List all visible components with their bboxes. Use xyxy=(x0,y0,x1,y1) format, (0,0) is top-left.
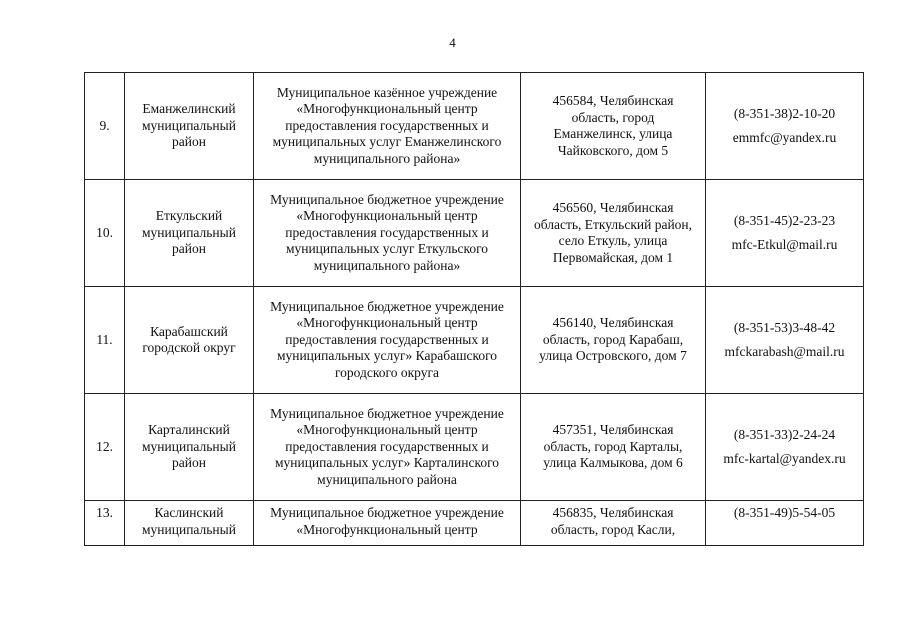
organization-line: Муниципальное бюджетное учреждение xyxy=(270,191,504,207)
address-cell xyxy=(521,180,706,287)
organization-line: Муниципальное бюджетное учреждение xyxy=(270,298,504,314)
address-line: 457351, Челябинская xyxy=(552,422,674,438)
table-row xyxy=(85,501,864,546)
address-line: 456584, Челябинская xyxy=(552,93,674,108)
organization-cell xyxy=(254,394,521,501)
table-row xyxy=(85,73,864,180)
district-line: муниципальный xyxy=(142,438,236,454)
district-line: муниципальный xyxy=(142,117,236,133)
row-number: 12. xyxy=(85,394,125,501)
district-line: Еманжелинский xyxy=(142,101,236,117)
organization-line: предоставления государственных и xyxy=(285,117,489,133)
organization-line: муниципального района xyxy=(317,471,457,487)
email-address: mfc-Etkul@mail.ru xyxy=(731,237,838,252)
organization-line: предоставления государственных и xyxy=(285,438,489,454)
address-cell xyxy=(521,287,706,394)
phone-number: (8-351-38)2-10-20 xyxy=(733,105,836,121)
row-number: 11. xyxy=(85,287,125,394)
address-line: улица Калмыкова, дом 6 xyxy=(543,455,683,471)
organization-line: «Многофункциональный центр xyxy=(296,101,478,117)
organization-line: «Многофункциональный центр xyxy=(296,315,478,331)
address-line: область, город Карабаш, xyxy=(542,331,684,347)
contact-cell xyxy=(706,180,864,287)
address-cell xyxy=(521,394,706,501)
email-address: emmfc@yandex.ru xyxy=(732,130,837,145)
address-line: село Еткуль, улица xyxy=(558,233,668,248)
row-number: 10. xyxy=(85,180,125,287)
organization-cell xyxy=(254,501,521,546)
phone-number: (8-351-49)5-54-05 xyxy=(733,505,836,520)
district-cell xyxy=(125,394,254,501)
district-line: муниципальный xyxy=(142,224,236,240)
organization-line: Муниципальное казённое учреждение xyxy=(276,84,498,100)
district-line: район xyxy=(172,134,206,150)
organization-line: предоставления государственных и xyxy=(285,224,489,240)
organization-line: муниципальных услуг Еткульского xyxy=(285,241,489,257)
table-row xyxy=(85,394,864,501)
address-line: 456835, Челябинская xyxy=(552,505,674,520)
phone-number: (8-351-45)2-23-23 xyxy=(733,212,836,228)
district-cell xyxy=(125,287,254,394)
address-cell xyxy=(521,73,706,180)
contact-cell xyxy=(706,394,864,501)
district-cell xyxy=(125,180,254,287)
district-cell xyxy=(125,73,254,180)
organization-cell xyxy=(254,287,521,394)
organization-cell xyxy=(254,180,521,287)
phone-number: (8-351-33)2-24-24 xyxy=(733,426,836,442)
contact-cell xyxy=(706,287,864,394)
organization-line: «Многофункциональный центр xyxy=(296,521,478,537)
organization-line: муниципальных услуг» Карабашского xyxy=(276,348,498,364)
address-line: Еманжелинск, улица xyxy=(553,126,673,141)
organization-line: Муниципальное бюджетное учреждение xyxy=(270,405,504,421)
address-line: 456560, Челябинская xyxy=(552,200,674,215)
address-line: улица Островского, дом 7 xyxy=(539,348,687,364)
organization-line: муниципальных услуг Еманжелинского xyxy=(272,134,502,150)
contact-cell xyxy=(706,501,864,546)
organizations-table xyxy=(84,72,864,546)
address-line: область, город Карталы, xyxy=(543,438,683,454)
row-number: 13. xyxy=(85,501,125,546)
district-line: район xyxy=(172,455,206,471)
organization-line: муниципальных услуг» Карталинского xyxy=(274,455,500,471)
district-line: район xyxy=(172,241,206,257)
district-line: Еткульский xyxy=(155,208,223,224)
contact-cell xyxy=(706,73,864,180)
address-line: Первомайская, дом 1 xyxy=(552,249,674,265)
table-row xyxy=(85,180,864,287)
district-line: городской округ xyxy=(142,340,236,355)
page-number: 4 xyxy=(449,35,456,50)
address-line: область, Еткульский район, xyxy=(533,216,693,232)
address-cell xyxy=(521,501,706,546)
organization-cell xyxy=(254,73,521,180)
district-line: Каслинский xyxy=(154,505,224,520)
address-line: область, город Касли, xyxy=(550,521,676,537)
district-cell xyxy=(125,501,254,546)
organization-line: муниципального района» xyxy=(313,150,461,166)
organization-line: муниципального района» xyxy=(313,257,461,273)
organization-line: «Многофункциональный центр xyxy=(296,422,478,438)
phone-number: (8-351-53)3-48-42 xyxy=(733,319,836,335)
district-line: муниципальный xyxy=(142,521,236,537)
district-line: Карабашский xyxy=(150,323,228,339)
district-line: Карталинский xyxy=(148,422,230,438)
email-address: mfc-kartal@yandex.ru xyxy=(723,451,846,466)
address-line: 456140, Челябинская xyxy=(552,315,674,331)
organization-line: предоставления государственных и xyxy=(285,331,489,347)
table-row xyxy=(85,287,864,394)
email-address: mfckarabash@mail.ru xyxy=(724,344,845,359)
organization-line: Муниципальное бюджетное учреждение xyxy=(270,505,504,520)
address-line: область, город xyxy=(571,109,655,125)
address-line: Чайковского, дом 5 xyxy=(557,142,669,158)
organization-line: «Многофункциональный центр xyxy=(296,208,478,224)
row-number: 9. xyxy=(85,73,125,180)
organization-line: городского округа xyxy=(334,364,440,380)
